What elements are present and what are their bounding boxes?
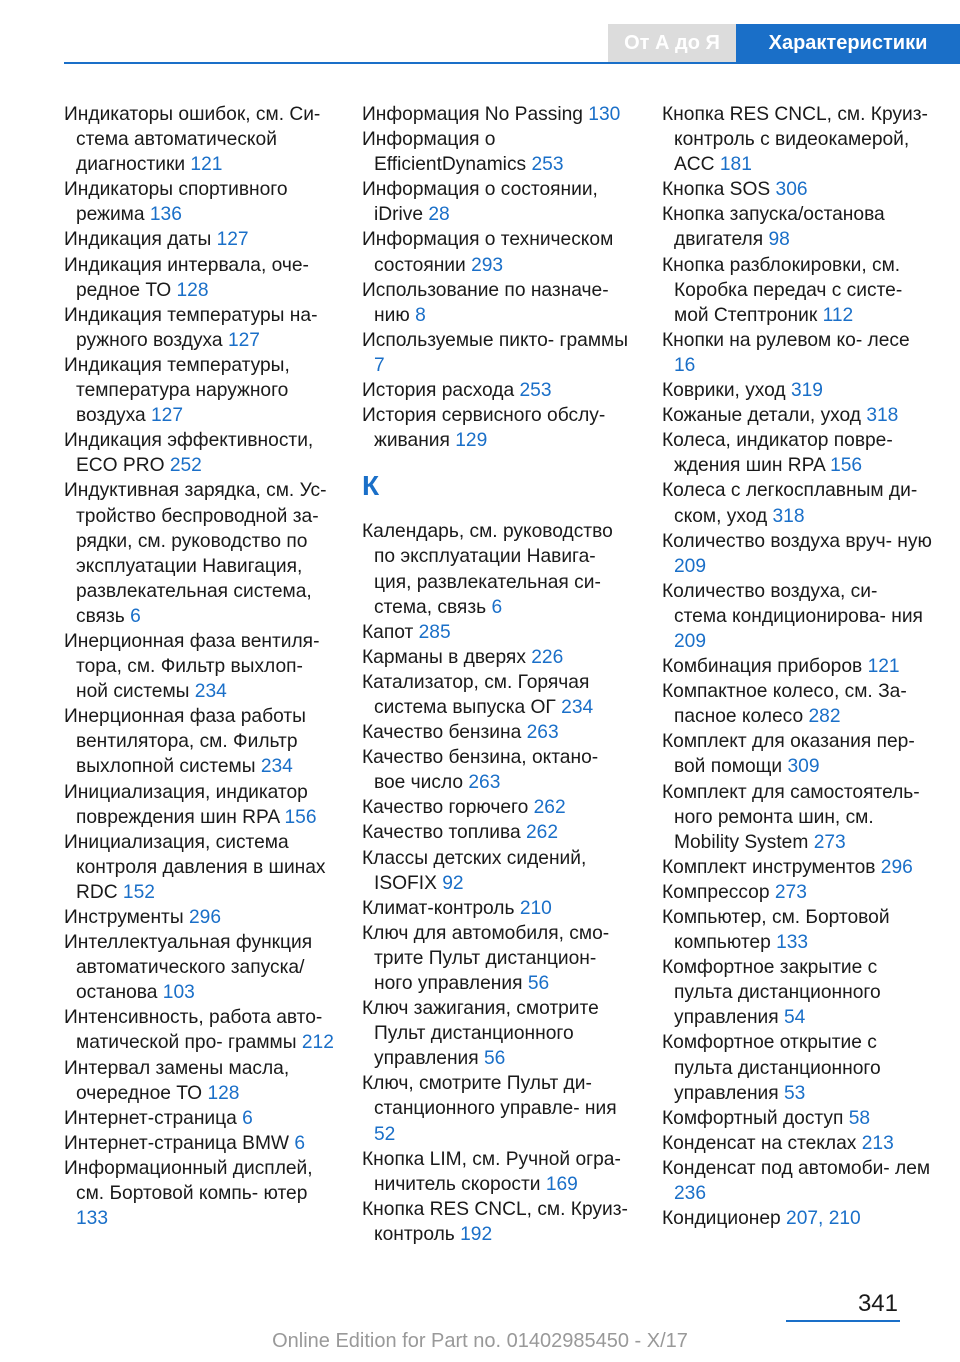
index-entry-page-link[interactable]: 210 xyxy=(519,897,552,919)
index-entry-page-link[interactable]: 213 xyxy=(861,1132,894,1154)
index-entry-term: Комфортный доступ xyxy=(662,1107,844,1129)
index-entry-page-link[interactable]: 285 xyxy=(418,621,451,643)
index-entry xyxy=(64,102,336,177)
index-entry xyxy=(64,830,336,905)
index-entry xyxy=(362,921,634,996)
index-entry-term: Компрессор xyxy=(662,881,770,903)
index-entry xyxy=(64,1156,336,1231)
index-entry-term: Информация о состоянии, iDrive xyxy=(362,179,598,226)
index-entry-page-link[interactable]: 207, 210 xyxy=(786,1208,861,1230)
index-entry-page-link[interactable]: 209 xyxy=(674,555,707,577)
index-entry xyxy=(362,403,634,453)
index-entry xyxy=(662,1156,934,1206)
index-entry-term: Ключ, смотрите Пульт ди- станционного управле- ния xyxy=(362,1073,617,1120)
index-entry xyxy=(662,579,934,654)
index-entry xyxy=(64,478,336,629)
header-tab-a-to-z: От А до Я xyxy=(608,24,736,62)
index-entry-term: Классы детских сидений, ISOFIX xyxy=(362,847,587,894)
index-entry xyxy=(362,1071,634,1146)
index-entry-page-link[interactable]: 152 xyxy=(122,881,155,903)
index-entry-page-link[interactable]: 136 xyxy=(149,204,182,226)
index-entry xyxy=(662,1106,934,1131)
index-entry-term: Ключ зажигания, смотрите Пульт дистанционного управления xyxy=(362,998,599,1070)
index-entry-page-link[interactable]: 263 xyxy=(468,772,501,794)
index-entry xyxy=(362,720,634,745)
index-entry xyxy=(64,1005,336,1055)
index-entry-page-link[interactable]: 226 xyxy=(531,646,564,668)
index-entry-page-link[interactable]: 253 xyxy=(519,380,552,402)
index-entry-page-link[interactable]: 8 xyxy=(415,304,426,326)
index-entry-term: Интернет-страница xyxy=(64,1107,237,1129)
index-entry xyxy=(362,127,634,177)
index-entry xyxy=(64,353,336,428)
index-entry-page-link[interactable]: 16 xyxy=(674,354,696,376)
index-entry-term: Интернет-страница BMW xyxy=(64,1132,290,1154)
index-entry xyxy=(362,1147,634,1197)
index-entry xyxy=(662,905,934,955)
index-entry-term: Комбинация приборов xyxy=(662,656,863,678)
index-entry-page-link[interactable]: 296 xyxy=(188,907,221,928)
index-entry-page-link[interactable]: 192 xyxy=(460,1223,493,1245)
index-entry-page-link[interactable]: 273 xyxy=(813,831,846,853)
index-entry-term: Количество воздуха, си- стема кондиционирова- ния xyxy=(662,580,923,627)
index-entry-term: Индикация интервала, оче- редное ТО xyxy=(64,254,309,301)
index-entry-page-link[interactable]: 156 xyxy=(284,806,317,828)
index-column-3 xyxy=(662,102,934,1231)
index-entry-term: Инициализация, система контроля давления в шинах RDC xyxy=(64,831,326,903)
index-entry-page-link[interactable]: 127 xyxy=(216,229,249,251)
index-entry-term: Кнопка SOS xyxy=(662,179,771,201)
header-divider xyxy=(64,62,960,64)
index-entry-page-link[interactable]: 52 xyxy=(374,1123,396,1145)
index-entry-page-link[interactable]: 156 xyxy=(830,455,863,477)
index-entry xyxy=(662,102,934,177)
index-entry-term: Инерционная фаза вентиля- тора, см. Фильтр выхлоп- ной системы xyxy=(64,630,320,703)
index-entry-term: Коврики, уход xyxy=(662,380,786,402)
header-tab-characteristics: Характеристики xyxy=(736,24,960,62)
index-entry-term: Качество топлива xyxy=(362,822,521,844)
index-entry-page-link[interactable]: 56 xyxy=(527,973,550,994)
index-entry xyxy=(662,478,934,528)
index-entry xyxy=(662,378,934,403)
index-entry-page-link[interactable]: 6 xyxy=(130,605,141,627)
index-entry-term: Индикация температуры на- ружного воздуха xyxy=(64,304,318,351)
index-entry-page-link[interactable]: 58 xyxy=(848,1107,871,1129)
index-entry-page-link[interactable]: 56 xyxy=(484,1048,506,1070)
index-entry xyxy=(64,930,336,1005)
index-entry-term: Конденсат под автомоби- лем xyxy=(662,1157,931,1179)
index-entry xyxy=(662,1131,934,1156)
index-entry-term: Использование по назначе- нию xyxy=(362,279,609,326)
index-entry-term: Индикация даты xyxy=(64,229,212,251)
index-entry-page-link[interactable]: 236 xyxy=(674,1183,707,1205)
index-entry-term: Кондиционер xyxy=(662,1208,781,1230)
index-entry-term: Качество горючего xyxy=(362,797,529,819)
index-entry xyxy=(362,620,634,645)
index-entry-page-link[interactable]: 6 xyxy=(242,1107,253,1129)
index-entry-term: Информационный дисплей, см. Бортовой компь- ютер xyxy=(64,1157,313,1205)
index-entry-page-link[interactable]: 209 xyxy=(674,630,707,652)
index-entry-page-link[interactable]: 296 xyxy=(880,856,913,878)
index-entry xyxy=(662,1030,934,1105)
index-entry xyxy=(64,629,336,704)
index-entry xyxy=(64,303,336,353)
index-entry xyxy=(662,780,934,855)
page-number: 341 xyxy=(857,1290,898,1317)
index-entry xyxy=(64,177,336,227)
index-entry xyxy=(662,855,934,880)
index-entry-term: Ключ для автомобиля, смо- трите Пульт дистанцион- ного управления xyxy=(362,922,610,994)
index-entry-page-link[interactable]: 263 xyxy=(526,722,559,744)
index-entry xyxy=(662,729,934,779)
index-entry-page-link[interactable]: 319 xyxy=(790,380,823,402)
index-entry-term: Информация No Passing xyxy=(362,104,583,125)
index-entry-term: Инструменты xyxy=(64,907,184,928)
index-entry-page-link[interactable]: 318 xyxy=(772,505,805,527)
index-entry-term: Климат-контроль xyxy=(362,897,515,919)
index-entry xyxy=(362,745,634,795)
index-entry-term: Комфортное открытие с пульта дистанционного управления xyxy=(662,1032,881,1104)
index-entry-term: Индуктивная зарядка, см. Ус- тройство беспроводной за- рядки, см. руководство по эксплуатации Навигация, развлекательная система, связь xyxy=(64,480,327,627)
index-entry xyxy=(662,529,934,579)
index-entry-term: История расхода xyxy=(362,380,515,402)
index-entry-page-link[interactable]: 6 xyxy=(491,596,503,618)
index-entry-page-link[interactable]: 128 xyxy=(207,1082,240,1104)
index-entry-page-link[interactable]: 306 xyxy=(775,179,808,201)
index-entry-term: Информация о EfficientDynamics xyxy=(362,129,527,176)
index-entry xyxy=(64,428,336,478)
index-entry-term: Компактное колесо, см. За- пасное колесо xyxy=(662,681,907,728)
index-entry-page-link[interactable]: 127 xyxy=(227,329,260,351)
index-entry xyxy=(362,519,634,619)
index-entry-term: Интенсивность, работа авто- матической про- граммы xyxy=(64,1007,323,1054)
index-entry-page-link[interactable]: 318 xyxy=(866,405,899,427)
index-entry-page-link[interactable]: 253 xyxy=(531,154,564,176)
index-entry-term: Индикация эффективности, ECO PRO xyxy=(64,430,314,477)
index-entry-term: Интервал замены масла, очередное ТО xyxy=(64,1057,290,1104)
index-entry-term: Количество воздуха вруч- ную xyxy=(662,530,932,552)
index-entry xyxy=(362,896,634,921)
index-entry xyxy=(662,428,934,478)
index-entry-term: Индикаторы спортивного режима xyxy=(64,179,288,226)
index-entry xyxy=(362,278,634,328)
index-entry-term: Катализатор, см. Горячая система выпуска ОГ xyxy=(362,671,590,718)
index-entry xyxy=(662,202,934,252)
index-entry-term: Информация о техническом состоянии xyxy=(362,229,614,276)
index-entry xyxy=(64,1106,336,1131)
index-entry xyxy=(362,328,634,378)
index-entry-page-link[interactable]: 54 xyxy=(784,1007,806,1029)
index-entry-term: История сервисного обслу- живания xyxy=(362,405,606,452)
index-entry-page-link[interactable]: 282 xyxy=(808,706,841,728)
index-entry-page-link[interactable]: 92 xyxy=(442,872,464,894)
index-entry-term: Индикаторы ошибок, см. Си- стема автоматической диагностики xyxy=(64,104,321,176)
index-entry-page-link[interactable]: 181 xyxy=(719,154,752,176)
index-entry-term: Используемые пикто- граммы xyxy=(362,329,629,351)
index-entry xyxy=(362,227,634,277)
index-entry xyxy=(662,1206,934,1231)
index-entry xyxy=(662,679,934,729)
index-entry-term: Колеса с легкосплавным ди- ском, уход xyxy=(662,480,918,527)
index-entry-term: Кнопка LIM, см. Ручной огра- ничитель скорости xyxy=(362,1148,621,1195)
index-entry-term: Комфортное закрытие с пульта дистанционного управления xyxy=(662,957,881,1029)
index-entry xyxy=(64,1056,336,1106)
index-entry-term: Кнопка RES CNCL, см. Круиз-контроль с видеокамерой, ACC xyxy=(662,104,928,176)
index-entry-page-link[interactable]: 252 xyxy=(169,455,202,477)
index-entry-page-link[interactable]: 293 xyxy=(471,254,504,276)
index-entry-term: Кожаные детали, уход xyxy=(662,405,861,427)
index-entry-page-link[interactable]: 262 xyxy=(526,822,559,844)
index-entry xyxy=(662,654,934,679)
index-entry-term: Компьютер, см. Бортовой компьютер xyxy=(662,907,890,954)
index-entry-page-link[interactable]: 121 xyxy=(190,154,223,176)
index-entry xyxy=(662,955,934,1030)
index-entry xyxy=(64,1131,336,1156)
index-entry-term: Кнопки на рулевом ко- лесе xyxy=(662,329,910,351)
index-entry xyxy=(362,102,634,127)
index-entry-term: Колеса, индикатор повре- ждения шин RPA xyxy=(662,430,893,477)
index-entry-page-link[interactable]: 262 xyxy=(533,797,566,819)
index-entry-page-link[interactable]: 103 xyxy=(162,982,195,1004)
index-entry xyxy=(64,905,336,930)
index-entry xyxy=(662,328,934,378)
index-entry-term: Инициализация, индикатор повреждения шин RPA xyxy=(64,781,308,828)
index-entry xyxy=(662,880,934,905)
index-entry xyxy=(362,177,634,227)
index-entry-page-link[interactable]: 121 xyxy=(867,656,900,678)
index-entry-term: Комплект для оказания пер- вой помощи xyxy=(662,731,915,778)
index-entry-page-link[interactable]: 169 xyxy=(545,1173,578,1195)
index-entry-page-link[interactable]: 234 xyxy=(260,756,293,778)
index-entry-term: Кнопка RES CNCL, см. Круиз-контроль xyxy=(362,1198,628,1245)
index-entry-page-link[interactable]: 127 xyxy=(151,405,184,427)
index-entry xyxy=(362,1197,634,1247)
index-entry-term: Капот xyxy=(362,621,414,643)
index-entry xyxy=(362,996,634,1071)
index-entry-page-link[interactable]: 273 xyxy=(774,881,807,903)
index-entry xyxy=(64,253,336,303)
index-entry xyxy=(362,670,634,720)
index-entry-term: Конденсат на стеклах xyxy=(662,1132,857,1154)
index-entry-page-link[interactable]: 309 xyxy=(787,756,820,778)
index-entry-page-link[interactable]: 112 xyxy=(822,304,854,326)
index-entry-page-link[interactable]: 234 xyxy=(561,696,594,718)
index-entry-term: Индикация температуры, температура наружного воздуха xyxy=(64,354,290,427)
index-entry-page-link[interactable]: 98 xyxy=(768,229,790,251)
index-entry xyxy=(662,253,934,328)
index-entry-page-link[interactable]: 129 xyxy=(455,430,488,452)
index-column-1 xyxy=(64,102,336,1231)
index-entry xyxy=(362,645,634,670)
footer-divider xyxy=(786,1320,900,1322)
index-entry xyxy=(64,704,336,779)
index-entry-term: Календарь, см. руководство по эксплуатации Навига- ция, развлекательная си- стема, связь xyxy=(362,521,613,618)
index-entry-page-link[interactable]: 133 xyxy=(776,932,809,954)
index-entry xyxy=(362,378,634,403)
index-entry-page-link[interactable]: 28 xyxy=(428,204,450,226)
index-entry-term: Интеллектуальная функция автоматического запуска/ останова xyxy=(64,932,313,1004)
index-entry-term: Инерционная фаза работы вентилятора, см. Фильтр выхлопной системы xyxy=(64,706,306,778)
index-entry-page-link[interactable]: 6 xyxy=(294,1132,306,1154)
index-entry-page-link[interactable]: 7 xyxy=(374,354,385,376)
index-entry xyxy=(362,820,634,845)
index-entry-term: Качество бензина xyxy=(362,722,522,744)
index-entry-page-link[interactable]: 130 xyxy=(588,104,621,125)
index-entry-term: Качество бензина, октано- вое число xyxy=(362,747,599,794)
footer-edition-note: Online Edition for Part no. 01402985450 - X/17 xyxy=(272,1330,688,1352)
index-entry-page-link[interactable]: 128 xyxy=(176,279,209,301)
index-entry-term: Комплект для самостоятель- ного ремонта шин, см. Mobility System xyxy=(662,781,920,853)
index-entry xyxy=(64,780,336,830)
index-entry-term: Карманы в дверях xyxy=(362,646,526,668)
index-column-2 xyxy=(362,102,634,1247)
index-entry-page-link[interactable]: 234 xyxy=(194,681,227,703)
index-entry xyxy=(362,846,634,896)
index-entry-term: Кнопка запуска/останова двигателя xyxy=(662,204,885,251)
index-entry xyxy=(64,227,336,252)
index-entry-page-link[interactable]: 133 xyxy=(76,1208,109,1230)
index-entry-term: Комплект инструментов xyxy=(662,856,876,878)
index-entry-term: Кнопка разблокировки, см. Коробка передач с систе- мой Стептроник xyxy=(662,254,903,326)
index-entry-page-link[interactable]: 53 xyxy=(784,1082,806,1104)
index-entry-page-link[interactable]: 212 xyxy=(301,1032,334,1054)
index-entry xyxy=(362,795,634,820)
index-entry xyxy=(662,403,934,428)
index-section-letter: К xyxy=(362,470,380,502)
index-entry xyxy=(662,177,934,202)
